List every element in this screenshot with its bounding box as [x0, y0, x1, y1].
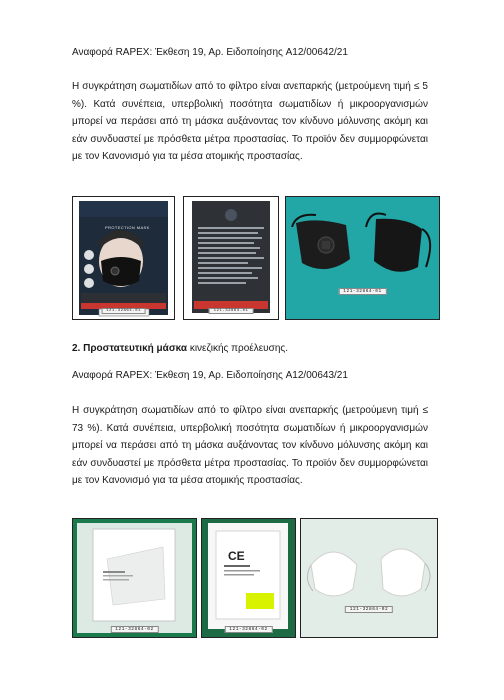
black-masks-image: [286, 197, 439, 319]
package-back-photo-1: [183, 196, 279, 320]
rapex-reference-2: Αναφορά RAPEX: Έκθεση 19, Αρ. Ειδοποίησης A12/00643/21: [72, 370, 348, 381]
product-photos-2: [72, 518, 438, 638]
sample-label-1a: 121-32864-01: [101, 308, 146, 314]
description-paragraph-2: Η συγκράτηση σωματιδίων από το φίλτρο είναι ανεπαρκής (μετρούμενη τιμή ≤ 73 %). Κατά συνέπεια, υπερβολική ποσότητα σωματιδίων ή μικροοργανισμών μπορεί να περάσει από τη μάσκα αυξάνοντας τον κίνδυνο μόλυνσης ακόμη και εάν συνδυαστεί με πρόσθετα μέτρα προστασίας. Το προϊόν δεν συμμορφώνεται με τον Κανονισμό για τα μέσα ατομικής προστασίας.: [72, 405, 428, 486]
package-front-photo-1: [72, 196, 175, 320]
heading-bold: Προστατευτική μάσκα: [83, 343, 188, 354]
heading-number: 2.: [72, 343, 81, 354]
masks-photo-1: [285, 196, 440, 320]
item-heading-2: [72, 340, 428, 358]
package-photo-2b: [201, 518, 296, 638]
sample-label-2a: 121-32864-02: [110, 626, 158, 633]
sample-label-1b: 121-32864-01: [209, 308, 254, 314]
rapex-reference-1: Αναφορά RAPEX: Έκθεση 19, Αρ. Ειδοποίησης A12/00642/21: [72, 47, 348, 58]
package-back-image: [184, 197, 278, 319]
sample-label-1c: 121-32864-01: [338, 288, 386, 295]
product-photos-1: [72, 196, 440, 320]
package-photo-2a: [72, 518, 197, 638]
masks-photo-2: [300, 518, 438, 638]
ce-package-image: [202, 519, 295, 637]
package-front-image: [73, 197, 174, 319]
package-title: PROTECTION MASK: [105, 225, 150, 230]
heading-rest: κινεζικής προέλευσης.: [189, 343, 288, 354]
white-masks-image: [301, 519, 437, 637]
ce-mark: CE: [228, 549, 245, 563]
sample-label-2b: 121-32864-02: [224, 626, 272, 633]
sample-label-2c: 121-32864-02: [345, 606, 393, 613]
white-mask-package-image: [73, 519, 196, 637]
description-paragraph-1: Η συγκράτηση σωματιδίων από το φίλτρο είναι ανεπαρκής (μετρούμενη τιμή ≤ 5 %). Κατά συνέπεια, υπερβολική ποσότητα σωματιδίων ή μικροοργανισμών μπορεί να περάσει από τη μάσκα αυξάνοντας τον κίνδυνο μόλυνσης ακόμη και εάν συνδυαστεί με πρόσθετα μέτρα προστασίας. Το προϊόν δεν συμμορφώνεται με τον Κανονισμό για τα μέσα ατομικής προστασίας.: [72, 81, 428, 162]
